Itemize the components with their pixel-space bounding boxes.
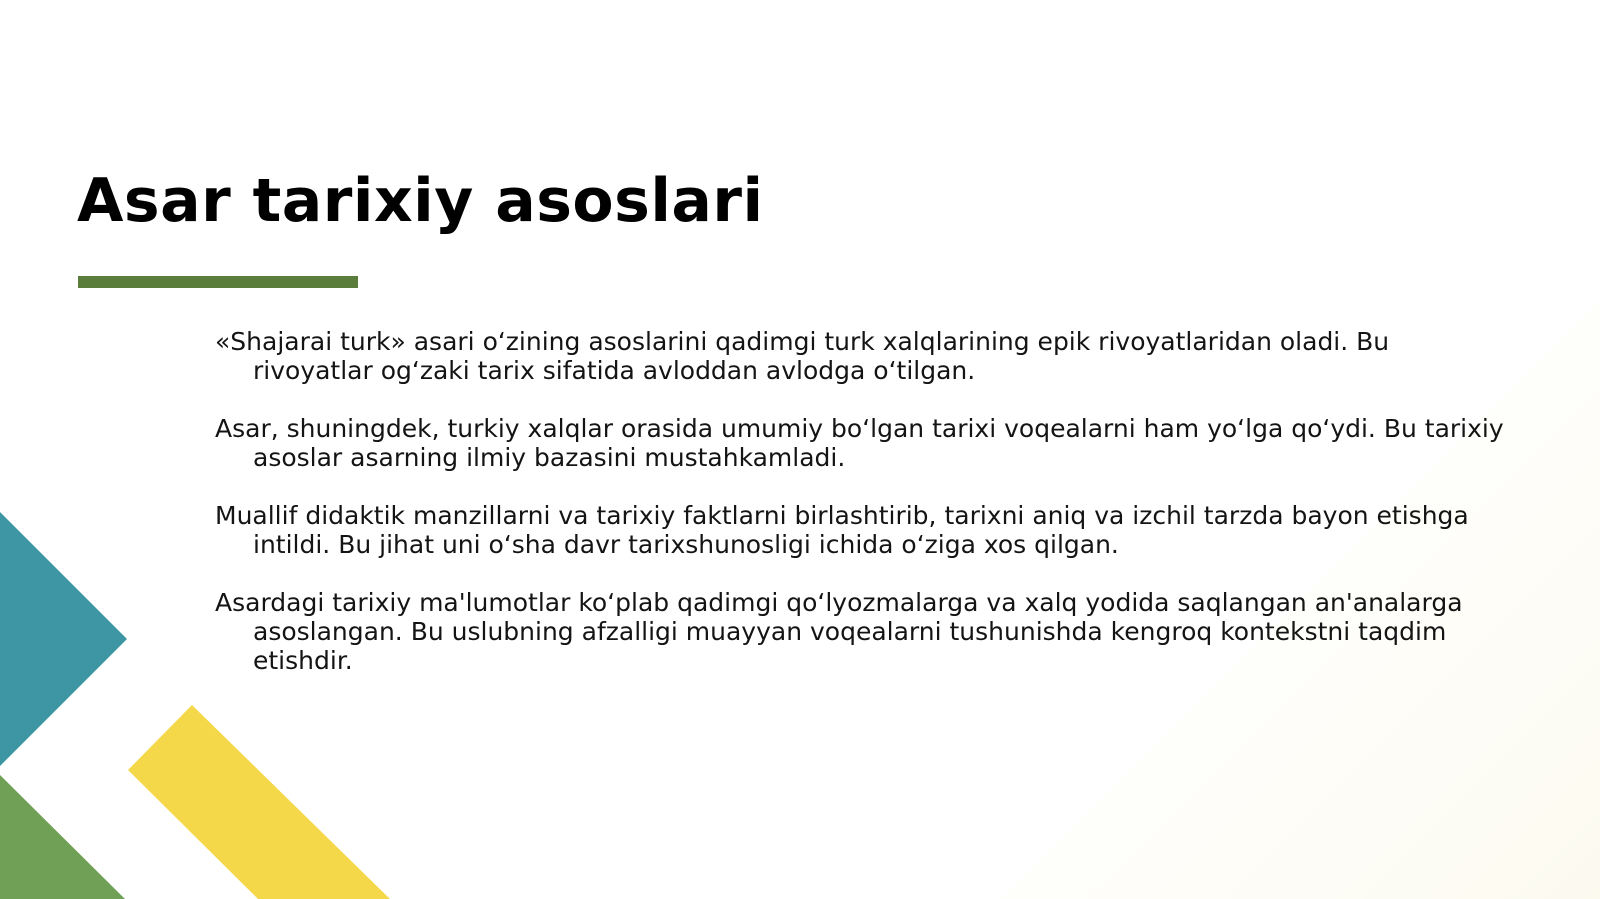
green-triangle-shape [0,775,125,899]
bullet-item: Asardagi tarixiy ma'lumotlar ko‘plab qadimgi qo‘lyozmalarga va xalq yodida saqlangan an'analarga asoslangan. Bu uslubning afzalligi muayyan voqealarni tushunishda kengroq kontekstni taqdim etishdir. [215,588,1463,675]
bullet-item: Muallif didaktik manzillarni va tarixiy faktlarni birlashtirib, tarixni aniq va izchil tarzda bayon etishga intildi. Bu jihat uni o‘sha davr tarixshunosligi ichida o‘ziga xos qilgan. [215,501,1469,559]
yellow-diagonal-band-shape [128,705,390,899]
slide-title: Asar tarixiy asoslari [77,166,764,236]
title-accent-bar [78,276,358,288]
bullet-item: Asar, shuningdek, turkiy xalqlar orasida umumiy bo‘lgan tarixi voqealarni ham yo‘lga qo‘ydi. Bu tarixiy asoslar asarning ilmiy bazasini mustahkamladi. [215,414,1504,472]
teal-triangle-shape [0,512,127,766]
bullet-list [215,327,1515,704]
bullet-item: «Shajarai turk» asari o‘zining asoslarini qadimgi turk xalqlarining epik rivoyatlaridan oladi. Bu rivoyatlar og‘zaki tarix sifatida avloddan avlodga o‘tilgan. [215,327,1390,385]
